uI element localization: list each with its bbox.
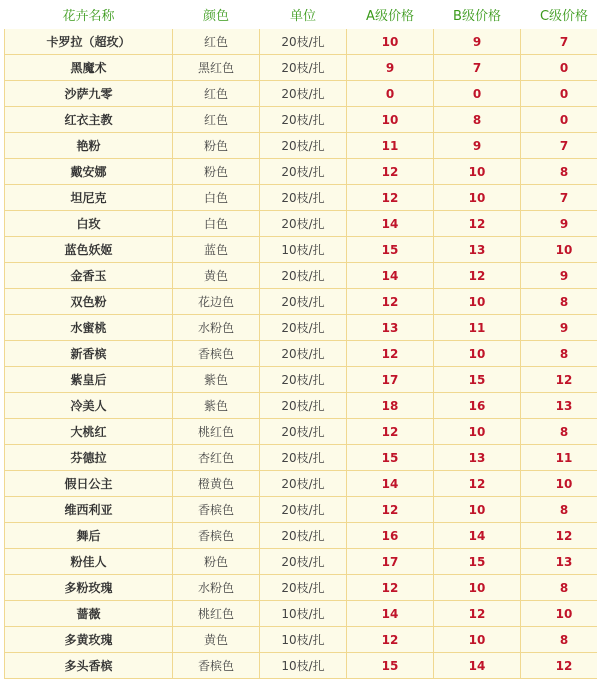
cell-unit: 10枝/扎	[260, 627, 347, 653]
cell-color: 红色	[173, 81, 260, 107]
cell-unit: 10枝/扎	[260, 601, 347, 627]
cell-unit: 20枝/扎	[260, 419, 347, 445]
cell-unit: 20枝/扎	[260, 341, 347, 367]
cell-b-price: 10	[434, 289, 521, 315]
cell-c-price: 7	[521, 133, 597, 159]
flower-price-table	[4, 0, 597, 679]
cell-color: 香槟色	[173, 653, 260, 679]
cell-a-price: 17	[347, 549, 434, 575]
cell-c-price: 9	[521, 211, 597, 237]
cell-a-price: 14	[347, 471, 434, 497]
cell-flower-name: 大桃红	[5, 419, 173, 445]
cell-unit: 20枝/扎	[260, 107, 347, 133]
cell-flower-name: 金香玉	[5, 263, 173, 289]
header-color: 颜色	[173, 1, 260, 29]
table-row	[5, 211, 597, 237]
cell-c-price: 7	[521, 185, 597, 211]
cell-c-price: 8	[521, 497, 597, 523]
cell-color: 粉色	[173, 549, 260, 575]
table-row	[5, 133, 597, 159]
cell-flower-name: 戴安娜	[5, 159, 173, 185]
header-c-price: C级价格	[521, 1, 597, 29]
cell-flower-name: 白玫	[5, 211, 173, 237]
cell-color: 杏红色	[173, 445, 260, 471]
cell-b-price: 15	[434, 367, 521, 393]
cell-flower-name: 新香槟	[5, 341, 173, 367]
cell-c-price: 13	[521, 393, 597, 419]
cell-flower-name: 艳粉	[5, 133, 173, 159]
table-row	[5, 159, 597, 185]
cell-color: 紫色	[173, 367, 260, 393]
table-row	[5, 81, 597, 107]
cell-unit: 10枝/扎	[260, 653, 347, 679]
table-row	[5, 393, 597, 419]
cell-b-price: 7	[434, 55, 521, 81]
cell-b-price: 13	[434, 237, 521, 263]
cell-b-price: 9	[434, 133, 521, 159]
cell-b-price: 12	[434, 211, 521, 237]
cell-a-price: 10	[347, 29, 434, 55]
cell-flower-name: 舞后	[5, 523, 173, 549]
table-row	[5, 497, 597, 523]
cell-c-price: 10	[521, 601, 597, 627]
cell-a-price: 12	[347, 419, 434, 445]
cell-a-price: 13	[347, 315, 434, 341]
cell-color: 白色	[173, 211, 260, 237]
table-row	[5, 601, 597, 627]
cell-color: 蓝色	[173, 237, 260, 263]
cell-color: 红色	[173, 107, 260, 133]
cell-color: 红色	[173, 29, 260, 55]
header-unit: 单位	[260, 1, 347, 29]
cell-color: 紫色	[173, 393, 260, 419]
cell-c-price: 0	[521, 107, 597, 133]
cell-a-price: 11	[347, 133, 434, 159]
table-header-row	[5, 1, 597, 29]
table-row	[5, 627, 597, 653]
cell-b-price: 0	[434, 81, 521, 107]
cell-unit: 20枝/扎	[260, 471, 347, 497]
cell-color: 黑红色	[173, 55, 260, 81]
cell-c-price: 8	[521, 289, 597, 315]
cell-unit: 20枝/扎	[260, 133, 347, 159]
cell-flower-name: 假日公主	[5, 471, 173, 497]
cell-c-price: 12	[521, 523, 597, 549]
cell-a-price: 15	[347, 237, 434, 263]
cell-unit: 20枝/扎	[260, 185, 347, 211]
cell-c-price: 10	[521, 237, 597, 263]
table-row	[5, 653, 597, 679]
cell-b-price: 15	[434, 549, 521, 575]
cell-flower-name: 维西利亚	[5, 497, 173, 523]
cell-b-price: 16	[434, 393, 521, 419]
cell-b-price: 10	[434, 341, 521, 367]
table-row	[5, 237, 597, 263]
cell-unit: 20枝/扎	[260, 211, 347, 237]
cell-flower-name: 卡罗拉（超玫）	[5, 29, 173, 55]
cell-c-price: 9	[521, 315, 597, 341]
cell-color: 粉色	[173, 159, 260, 185]
cell-a-price: 18	[347, 393, 434, 419]
cell-flower-name: 双色粉	[5, 289, 173, 315]
cell-a-price: 14	[347, 263, 434, 289]
table-row	[5, 341, 597, 367]
table-row	[5, 315, 597, 341]
cell-unit: 20枝/扎	[260, 159, 347, 185]
cell-a-price: 12	[347, 159, 434, 185]
cell-flower-name: 紫皇后	[5, 367, 173, 393]
header-flower-name: 花卉名称	[5, 1, 173, 29]
cell-color: 水粉色	[173, 315, 260, 341]
cell-c-price: 12	[521, 367, 597, 393]
cell-a-price: 14	[347, 601, 434, 627]
table-row	[5, 185, 597, 211]
cell-b-price: 14	[434, 523, 521, 549]
table-row	[5, 367, 597, 393]
cell-unit: 20枝/扎	[260, 55, 347, 81]
cell-color: 黄色	[173, 627, 260, 653]
table-row	[5, 419, 597, 445]
cell-flower-name: 蓝色妖姬	[5, 237, 173, 263]
cell-color: 桃红色	[173, 601, 260, 627]
cell-unit: 20枝/扎	[260, 575, 347, 601]
cell-b-price: 10	[434, 497, 521, 523]
cell-c-price: 8	[521, 627, 597, 653]
cell-color: 香槟色	[173, 523, 260, 549]
cell-a-price: 14	[347, 211, 434, 237]
cell-c-price: 8	[521, 159, 597, 185]
table-row	[5, 575, 597, 601]
cell-c-price: 9	[521, 263, 597, 289]
cell-c-price: 0	[521, 55, 597, 81]
cell-c-price: 8	[521, 341, 597, 367]
table-row	[5, 107, 597, 133]
table-row	[5, 263, 597, 289]
cell-a-price: 12	[347, 575, 434, 601]
cell-unit: 20枝/扎	[260, 29, 347, 55]
cell-flower-name: 冷美人	[5, 393, 173, 419]
cell-b-price: 11	[434, 315, 521, 341]
cell-flower-name: 蔷薇	[5, 601, 173, 627]
cell-flower-name: 粉佳人	[5, 549, 173, 575]
cell-unit: 20枝/扎	[260, 81, 347, 107]
cell-b-price: 12	[434, 263, 521, 289]
cell-b-price: 10	[434, 575, 521, 601]
cell-flower-name: 芬德拉	[5, 445, 173, 471]
cell-unit: 20枝/扎	[260, 549, 347, 575]
cell-color: 白色	[173, 185, 260, 211]
cell-a-price: 0	[347, 81, 434, 107]
cell-b-price: 10	[434, 419, 521, 445]
table-row	[5, 549, 597, 575]
cell-c-price: 7	[521, 29, 597, 55]
cell-flower-name: 多头香槟	[5, 653, 173, 679]
cell-unit: 20枝/扎	[260, 393, 347, 419]
cell-flower-name: 红衣主教	[5, 107, 173, 133]
cell-b-price: 14	[434, 653, 521, 679]
cell-a-price: 15	[347, 445, 434, 471]
cell-color: 粉色	[173, 133, 260, 159]
cell-a-price: 9	[347, 55, 434, 81]
cell-color: 橙黄色	[173, 471, 260, 497]
cell-c-price: 13	[521, 549, 597, 575]
cell-color: 香槟色	[173, 497, 260, 523]
header-b-price: B级价格	[434, 1, 521, 29]
table-row	[5, 55, 597, 81]
cell-flower-name: 黑魔术	[5, 55, 173, 81]
cell-unit: 20枝/扎	[260, 263, 347, 289]
cell-unit: 20枝/扎	[260, 289, 347, 315]
cell-a-price: 10	[347, 107, 434, 133]
cell-b-price: 12	[434, 601, 521, 627]
cell-flower-name: 坦尼克	[5, 185, 173, 211]
cell-a-price: 12	[347, 497, 434, 523]
cell-b-price: 13	[434, 445, 521, 471]
cell-b-price: 12	[434, 471, 521, 497]
cell-b-price: 10	[434, 159, 521, 185]
cell-a-price: 12	[347, 185, 434, 211]
cell-unit: 20枝/扎	[260, 367, 347, 393]
cell-unit: 20枝/扎	[260, 497, 347, 523]
table-row	[5, 29, 597, 55]
header-a-price: A级价格	[347, 1, 434, 29]
table-row	[5, 471, 597, 497]
cell-b-price: 10	[434, 627, 521, 653]
table-row	[5, 289, 597, 315]
cell-color: 桃红色	[173, 419, 260, 445]
cell-c-price: 0	[521, 81, 597, 107]
cell-c-price: 12	[521, 653, 597, 679]
cell-unit: 10枝/扎	[260, 237, 347, 263]
cell-unit: 20枝/扎	[260, 315, 347, 341]
cell-c-price: 8	[521, 575, 597, 601]
cell-a-price: 15	[347, 653, 434, 679]
cell-flower-name: 沙萨九零	[5, 81, 173, 107]
table-row	[5, 445, 597, 471]
cell-a-price: 12	[347, 289, 434, 315]
cell-color: 黄色	[173, 263, 260, 289]
cell-a-price: 12	[347, 341, 434, 367]
table-body	[5, 29, 597, 679]
cell-c-price: 10	[521, 471, 597, 497]
cell-b-price: 9	[434, 29, 521, 55]
cell-color: 香槟色	[173, 341, 260, 367]
cell-unit: 20枝/扎	[260, 523, 347, 549]
cell-c-price: 8	[521, 419, 597, 445]
cell-c-price: 11	[521, 445, 597, 471]
cell-flower-name: 多黄玫瑰	[5, 627, 173, 653]
cell-flower-name: 水蜜桃	[5, 315, 173, 341]
table-row	[5, 523, 597, 549]
cell-a-price: 16	[347, 523, 434, 549]
cell-color: 水粉色	[173, 575, 260, 601]
cell-b-price: 8	[434, 107, 521, 133]
cell-unit: 20枝/扎	[260, 445, 347, 471]
cell-a-price: 17	[347, 367, 434, 393]
cell-b-price: 10	[434, 185, 521, 211]
cell-a-price: 12	[347, 627, 434, 653]
cell-flower-name: 多粉玫瑰	[5, 575, 173, 601]
cell-color: 花边色	[173, 289, 260, 315]
